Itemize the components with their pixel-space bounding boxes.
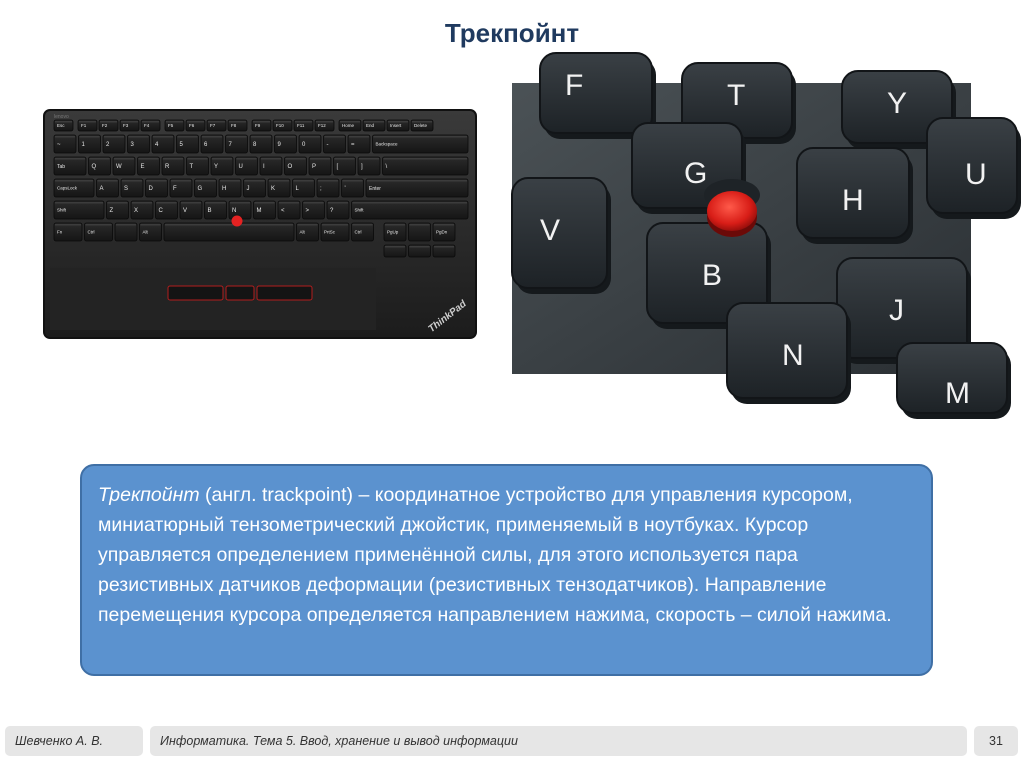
arrow-key (384, 245, 406, 257)
key-label: ? (330, 208, 334, 215)
number-key (324, 135, 346, 153)
key-label: S (124, 186, 129, 193)
key-label: Insert (390, 123, 402, 129)
bottom-row-key (321, 223, 349, 241)
key-label: F4 (144, 123, 150, 129)
key-label: L (295, 186, 299, 193)
closeup-key (512, 178, 611, 294)
letter-key (211, 157, 233, 175)
key-label: Fn (57, 229, 63, 235)
letter-key (303, 201, 325, 219)
footer (0, 722, 1024, 760)
letter-key (107, 201, 129, 219)
key-label: PgUp (387, 229, 399, 235)
key-label: Z (109, 208, 114, 215)
bottom-row-key (85, 223, 113, 241)
key-label: F (173, 186, 177, 193)
enter-key (366, 179, 468, 197)
key-label: X (134, 208, 139, 215)
key-label: ; (320, 186, 322, 193)
slide-title: Трекпойнт (444, 18, 580, 48)
thinkpad-logo: ThinkPad (426, 298, 469, 335)
bottom-row-key (384, 223, 406, 241)
number-key (348, 135, 370, 153)
fn-key (273, 120, 292, 131)
bottom-row-key (140, 223, 162, 241)
letter-key (138, 157, 160, 175)
letter-key (146, 179, 168, 197)
number-key (226, 135, 248, 153)
key-label: K (271, 186, 276, 193)
letter-key (170, 179, 192, 197)
key-label: Ctrl (354, 229, 362, 235)
number-key (128, 135, 150, 153)
key-letter: N (782, 339, 804, 372)
letter-key (180, 201, 202, 219)
letter-key (187, 157, 209, 175)
footer-course: Информатика. Тема 5. Ввод, хранение и вывод информации (150, 726, 967, 756)
key-label: F6 (189, 123, 195, 129)
number-key (103, 135, 125, 153)
letter-key (219, 179, 241, 197)
key-label: Alt (142, 229, 148, 235)
key-label: I (263, 164, 265, 171)
key-letter: Y (887, 87, 908, 120)
fn-key (315, 120, 334, 131)
key-label: E (140, 164, 145, 171)
key-label: T (189, 164, 194, 171)
key-label: F1 (81, 123, 87, 129)
letter-key (229, 201, 251, 219)
key-label: F11 (297, 123, 305, 129)
key-label: F10 (276, 123, 284, 129)
description-box (80, 464, 933, 676)
key-label: Enter (369, 185, 381, 192)
bottom-row-key (352, 223, 374, 241)
key-label: F7 (210, 123, 216, 129)
letter-key (278, 201, 300, 219)
key-label: Shift (354, 207, 364, 213)
bottom-row-key (115, 223, 137, 241)
key-label: J (246, 186, 250, 193)
left-click-button (168, 286, 223, 300)
key-label: Delete (414, 123, 428, 129)
arrow-key (433, 245, 455, 257)
number-key (177, 135, 199, 153)
key-label: Y (214, 164, 219, 171)
number-key (79, 135, 101, 153)
fn-key (165, 120, 184, 131)
bottom-row-key (297, 223, 319, 241)
letter-key (293, 179, 315, 197)
letter-key (162, 157, 184, 175)
trackpoint-nub (707, 191, 757, 231)
middle-click-button (226, 286, 254, 300)
key-label: 9 (277, 142, 281, 149)
key-label: F2 (102, 123, 108, 129)
letter-key (260, 157, 282, 175)
term: Трекпойнт (98, 484, 200, 506)
key-label: 6 (204, 142, 208, 149)
letter-key (205, 201, 227, 219)
letter-key (358, 157, 380, 175)
key-label: O (287, 164, 293, 171)
letter-key (334, 157, 356, 175)
fn-key (99, 120, 118, 131)
bottom-row-key (433, 223, 455, 241)
page-number: 31 (974, 726, 1018, 756)
number-key (54, 135, 76, 153)
bottom-row-key (409, 223, 431, 241)
letter-key (89, 157, 111, 175)
key-label: 2 (106, 142, 110, 149)
letter-key (244, 179, 266, 197)
letter-key (383, 157, 469, 175)
key-label: F5 (168, 123, 174, 129)
key-label: ] (361, 164, 363, 171)
key-label: 5 (179, 142, 183, 149)
capslock-key (54, 179, 94, 197)
number-key (152, 135, 174, 153)
fn-key (228, 120, 247, 131)
key-label: F8 (231, 123, 237, 129)
key-label: = (351, 142, 355, 149)
trackpoint-closeup (512, 69, 987, 410)
key-label: Home (342, 123, 355, 129)
closeup-key (727, 303, 851, 404)
definition-text: (англ. trackpoint) – координатное устройство для управления курсором, миниатюрный тензометрический джойстик, применяемый в ноутбуках. Курсор управляется определением применённой силы, для этого используется пара резистивных датчиков деформации (резистивных тензодатчиков). Направление перемещения курсора определяется направлением нажима, скорость – силой нажима. (98, 484, 892, 626)
arrow-key (409, 245, 431, 257)
fn-key (78, 120, 97, 131)
closeup-key (927, 118, 1021, 219)
key-label: Shift (57, 207, 67, 213)
key-label: V (183, 208, 188, 215)
key-letter: V (540, 214, 561, 247)
trackpoint-nub (232, 216, 243, 227)
letter-key (156, 201, 178, 219)
key-label: F3 (123, 123, 129, 129)
key-letter: G (684, 157, 708, 190)
key-label: Tab (57, 163, 66, 170)
closeup-key (897, 343, 1011, 419)
key-label: F12 (318, 123, 326, 129)
bottom-row-key (164, 223, 294, 241)
letter-key (268, 179, 290, 197)
key-label: \ (385, 164, 388, 171)
key-label: C (158, 208, 163, 215)
key-label: P (312, 164, 317, 171)
fn-key (252, 120, 271, 131)
key-label: - (326, 142, 329, 149)
fn-key (339, 120, 361, 131)
letter-key (97, 179, 119, 197)
key-label: ' (344, 186, 346, 193)
letter-key (113, 157, 135, 175)
fn-key (186, 120, 205, 131)
number-key (250, 135, 272, 153)
footer-author: Шевченко А. В. (5, 726, 143, 756)
key-label: W (116, 164, 122, 171)
bottom-row-key (54, 223, 82, 241)
key-label: Q (91, 164, 97, 171)
backspace-key (373, 135, 469, 153)
key-letter: T (727, 79, 746, 112)
letter-key (195, 179, 217, 197)
key-letter: J (889, 294, 904, 327)
letter-key (327, 201, 349, 219)
key-letter: M (945, 377, 970, 410)
fn-key (411, 120, 433, 131)
key-label: U (238, 164, 243, 171)
brand-label: lenovo (54, 114, 69, 120)
fn-key (54, 120, 73, 131)
key-label: < (281, 208, 285, 215)
key-label: PrtSc (324, 229, 336, 235)
key-label: 1 (81, 142, 85, 149)
key-label: B (207, 208, 212, 215)
key-letter: B (702, 259, 723, 292)
key-label: Backspace (375, 141, 398, 147)
fn-key (120, 120, 139, 131)
key-label: > (305, 208, 310, 215)
shift-key (54, 201, 104, 219)
fn-key (363, 120, 385, 131)
key-label: R (165, 164, 170, 171)
closeup-key (797, 148, 913, 244)
key-label: Alt (299, 229, 305, 235)
letter-key (236, 157, 258, 175)
shift-key (352, 201, 469, 219)
letter-key (254, 201, 276, 219)
key-label: D (148, 186, 153, 193)
tab-key (54, 157, 86, 175)
letter-key (342, 179, 364, 197)
key-label: 8 (253, 142, 257, 149)
key-letter: H (842, 184, 864, 217)
fn-key (207, 120, 226, 131)
key-label: ~ (57, 142, 61, 149)
number-key (201, 135, 223, 153)
keyboard-illustration (40, 100, 480, 345)
key-label: H (222, 186, 227, 193)
keyboard-image (40, 100, 480, 345)
key-letter: U (965, 158, 987, 191)
number-key (275, 135, 297, 153)
letter-key (285, 157, 307, 175)
key-label: End (366, 123, 375, 129)
letter-key (131, 201, 153, 219)
key-label: 4 (155, 142, 159, 149)
key-label: F9 (255, 123, 261, 129)
key-label: Esc (57, 123, 65, 129)
letter-key (317, 179, 339, 197)
key-letter: F (565, 69, 584, 102)
fn-key (294, 120, 313, 131)
number-key (299, 135, 321, 153)
key-label: N (232, 208, 237, 215)
key-label: A (99, 186, 104, 193)
keyboard-keys (54, 120, 468, 257)
right-click-button (257, 286, 312, 300)
key-label: Ctrl (87, 229, 95, 235)
key-label: 0 (302, 142, 306, 149)
letter-key (309, 157, 331, 175)
letter-key (121, 179, 143, 197)
key-label: 7 (228, 142, 232, 149)
key-label: 3 (130, 142, 134, 149)
fn-key (141, 120, 160, 131)
key-label: PgDn (436, 229, 448, 235)
fn-key (387, 120, 409, 131)
key-label: M (256, 208, 262, 215)
trackpoint-closeup-image (512, 69, 987, 410)
key-label: G (197, 186, 203, 193)
key-label: [ (336, 164, 339, 171)
key-label: CapsLock (57, 185, 78, 191)
